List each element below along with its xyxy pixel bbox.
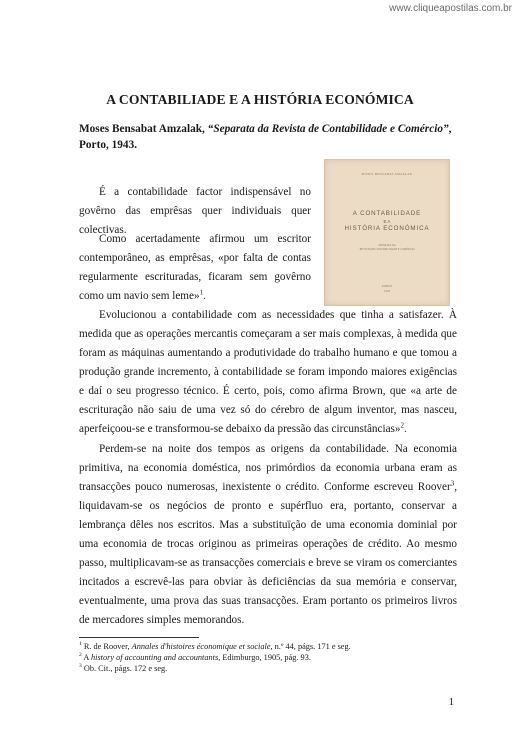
source-author: Moses Bensabat Amzalak, xyxy=(79,123,205,135)
book-cover-image xyxy=(324,159,450,306)
footnote-ref-2: 2 xyxy=(400,421,405,430)
cover-title-conjunction: E A xyxy=(383,219,391,224)
paragraph-3-end: . xyxy=(404,423,407,435)
footnote-divider xyxy=(79,637,199,638)
paragraph-4-text-a: Perdem-se na noite dos tempos as origens da contabilidade. Na economia primitiva, na economia doméstica, nos primórdios da economia urbana eram as transacções pouco numerosas, inexistente o crédito. Conforme escreveu Roover xyxy=(79,443,457,493)
footnote-2-pre: A xyxy=(83,653,91,662)
paragraph-2 xyxy=(79,230,311,306)
footnote-2-post: , Edimburgo, 1905, pág. 93. xyxy=(218,653,311,662)
footnote-3-number: 3 xyxy=(79,663,82,670)
paragraph-3-text: Evolucionou a contabilidade com as necessidades que tinha a satisfazer. À medida que as operações mercantis começaram a ser mais complexas, à medida que foram as máquinas aumentando a produtividade do trabalho humano e que tomou a produção grande incremento, à contabilidade se foram impondo maiores exigências e daí o seu progresso técnico. É certo, pois, como afirma Brown, que «a arte de escrituração não saiu de uma vez só do cérebro de algum inventor, mas nasceu, aperfeiçoou-se e transformou-se debaixo da pressão das circunstâncias» xyxy=(79,309,457,435)
paragraph-2-end: . xyxy=(203,290,206,302)
cover-city: PORTO xyxy=(382,284,392,288)
cover-note-line1: SEPARATA DA xyxy=(378,244,396,247)
cover-author: MOSES BENSABAT AMZALAK xyxy=(361,172,413,176)
footnote-1-number: 1 xyxy=(79,641,82,648)
page-number: 1 xyxy=(448,696,454,708)
footnote-2 xyxy=(79,652,479,663)
footnote-1-post: , n.º 44, págs. 171 e seg. xyxy=(270,642,351,651)
source-publication: “Separata da Revista de Contabilidade e Comércio” xyxy=(207,123,449,135)
footnote-3 xyxy=(79,663,479,674)
footnote-2-number: 2 xyxy=(79,652,82,659)
paragraph-4 xyxy=(79,440,457,630)
footnote-3-pre: Ob. Cit., págs. 172 e seg. xyxy=(83,664,168,673)
paragraph-1: É a contabilidade factor indispensável no govêrno das emprêsas quer individuais quer colectivas. xyxy=(79,186,311,236)
footnote-1-pre: R. de Roover, xyxy=(83,642,132,651)
footnote-1-italic: Annales d'histoires économique et sociale xyxy=(131,642,271,651)
paragraph-2-text: Como acertadamente afirmou um escritor contemporâneo, as emprêsas, «por falta de contas regularmente escrituradas, ficaram sem govêrno como um navio sem leme» xyxy=(79,233,311,302)
source-citation xyxy=(79,121,457,153)
footnote-ref-1: 1 xyxy=(199,288,204,297)
watermark-text: www.cliqueapostilas.com.br xyxy=(389,3,512,14)
page-title: A CONTABILIADE E A HISTÓRIA ECONÓMICA xyxy=(106,92,414,107)
paragraph-3 xyxy=(79,306,457,439)
footnote-2-italic: history of accounting and accountants xyxy=(90,653,219,662)
footnote-1 xyxy=(79,641,479,652)
footnote-ref-3: 3 xyxy=(450,479,455,488)
cover-title-line2: HISTÓRIA ECONÓMICA xyxy=(344,225,430,232)
paragraph-4-text-b: , liquidavam-se os negócios de pronto e supérfluo era, portanto, conservar a lembrança dêles nos escritos. Mas a substituïção de uma economia dominial por uma economia de trocas originou as primeiras operações de crédito. Ao mesmo passo, multiplicavam-se as transacções comerciais e breve se viram os comerciantes incitados a escrevê-las para obviar às deficiências da sua memória e conservar, eventualmente, uma prova das suas transacções. Eram portanto os primeiros livros de mercadores simples memorandos. xyxy=(79,481,457,626)
cover-note-line2: REVISTA DE CONTABILIDADE E COMÉRCIO xyxy=(359,248,415,251)
footnotes xyxy=(79,641,479,674)
cover-title-line1: A CONTABILIDADE xyxy=(352,210,422,217)
source-place-date: , Porto, 1943. xyxy=(79,123,452,151)
cover-year: 1943 xyxy=(383,289,391,293)
